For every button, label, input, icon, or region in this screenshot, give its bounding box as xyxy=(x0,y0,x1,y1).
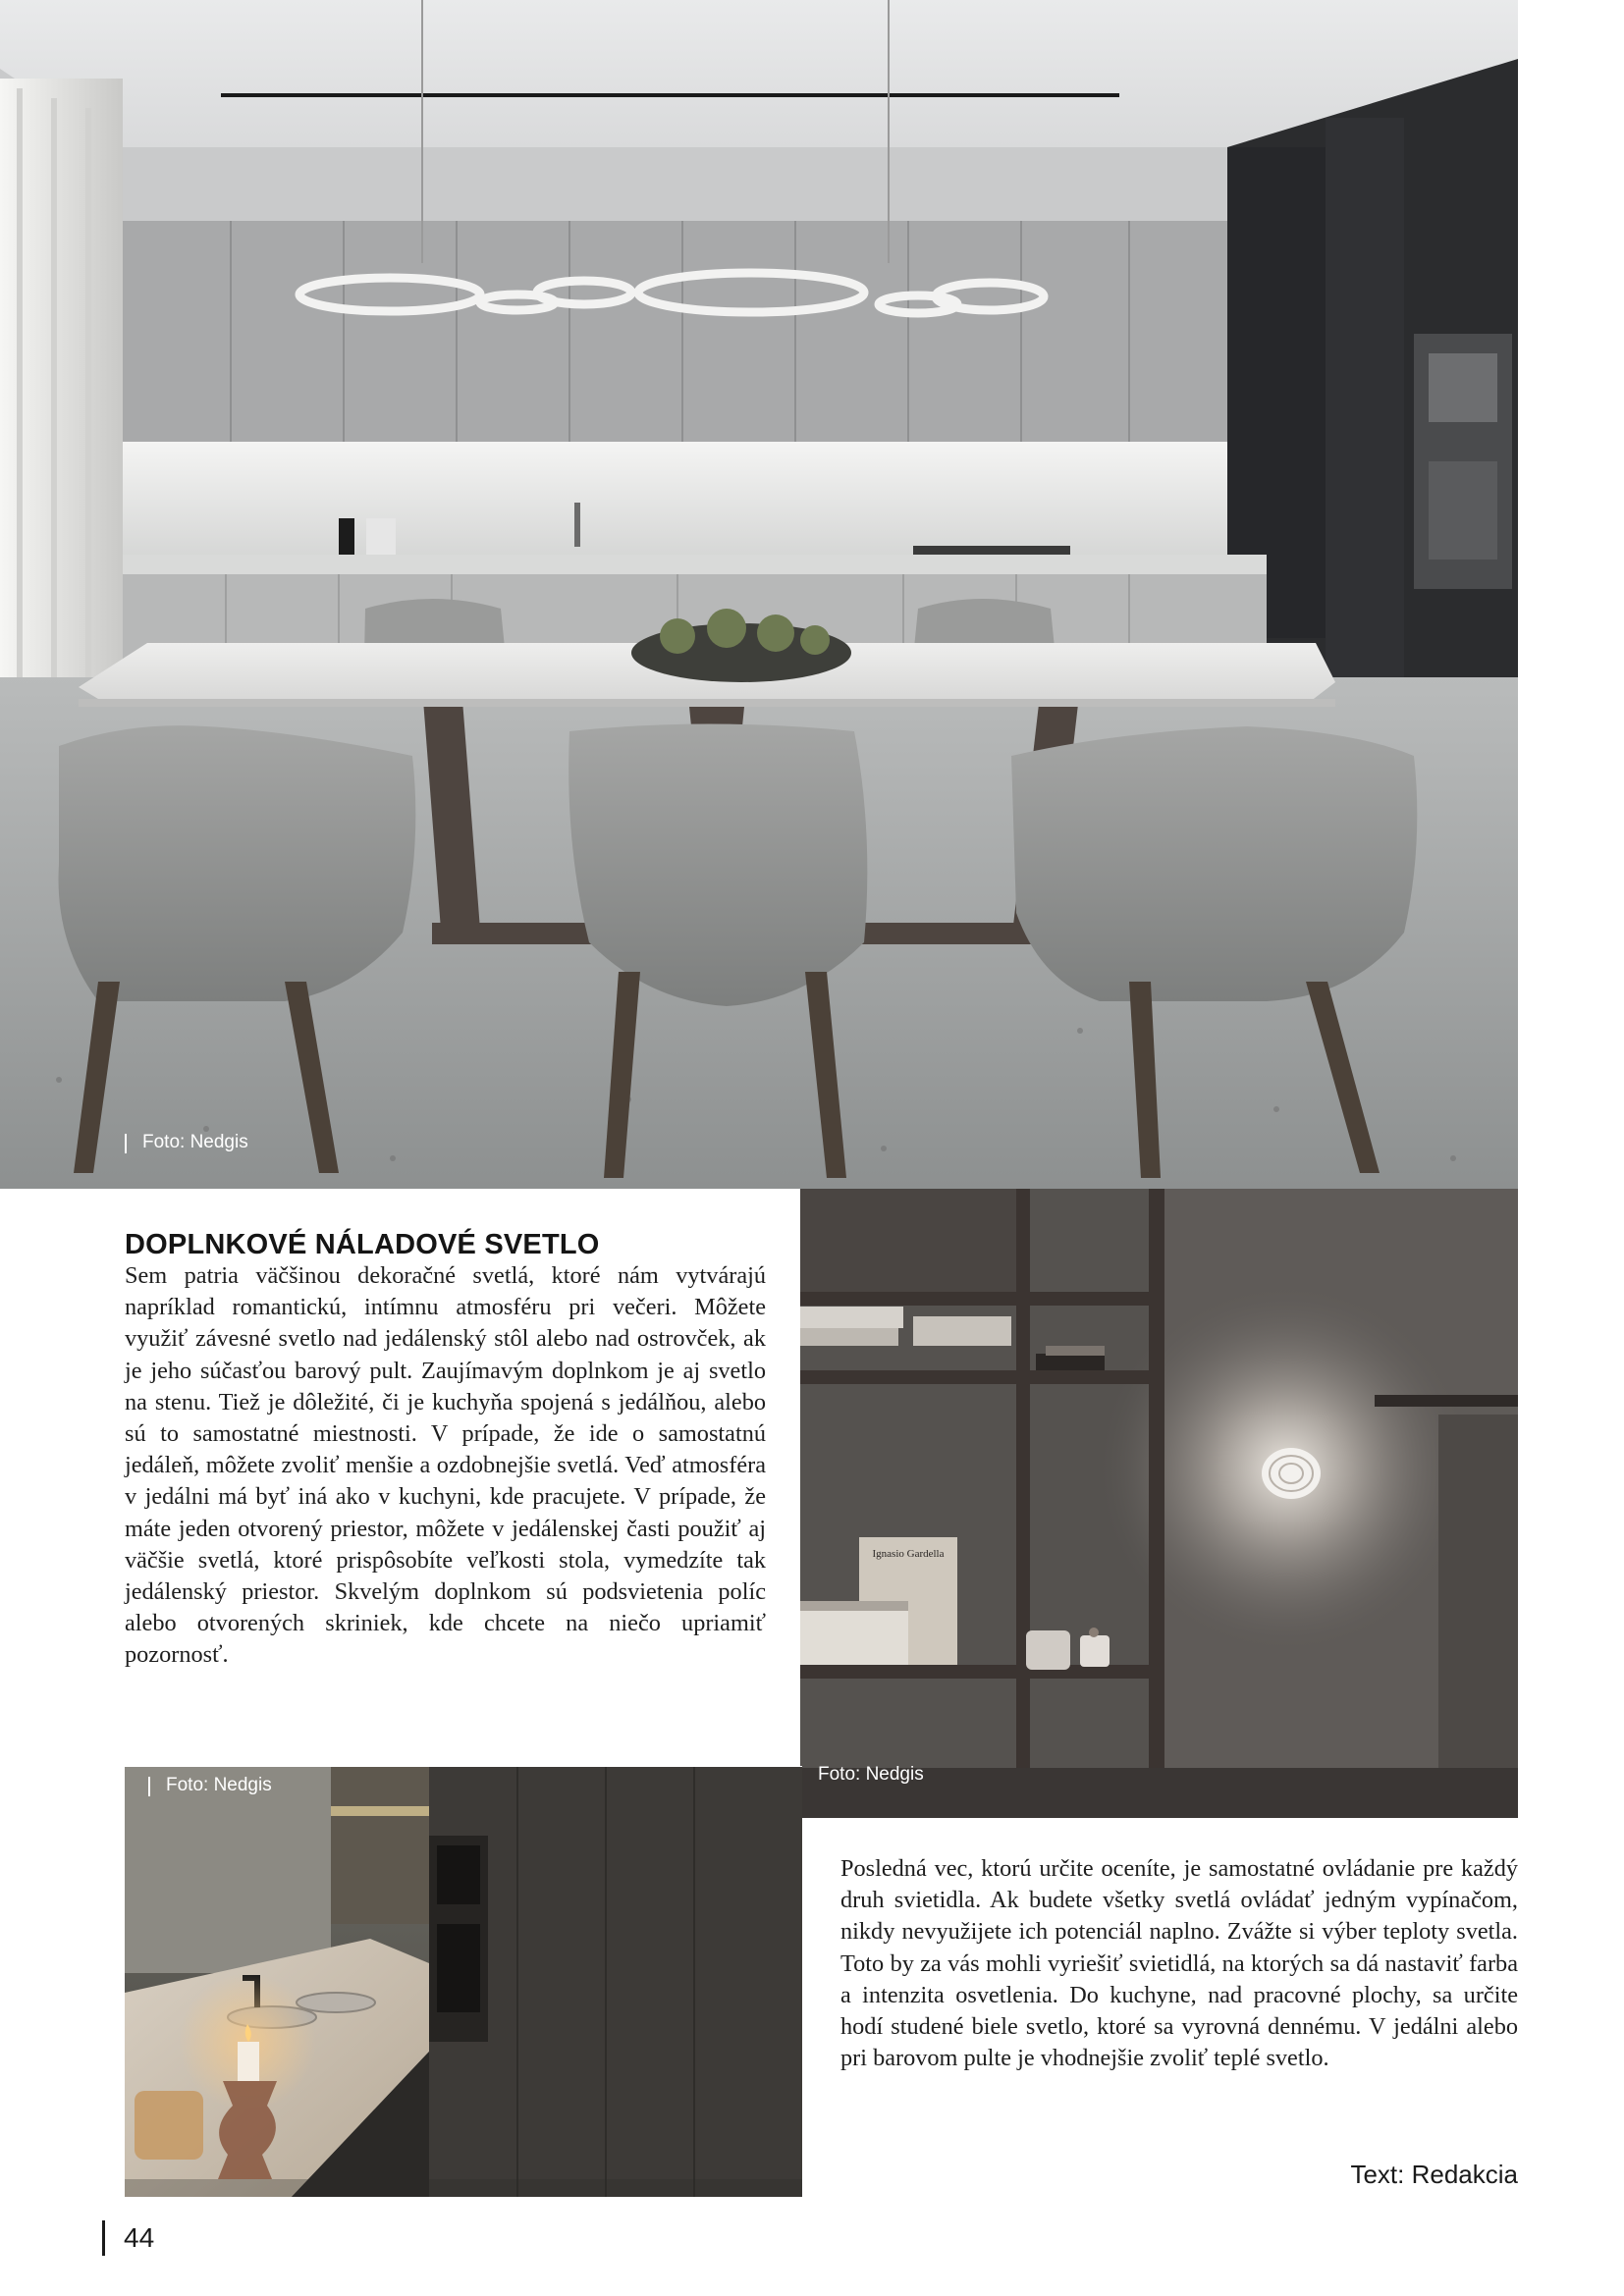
article-paragraph-1: Sem patria väčšinou dekoračné svetlá, ktoré nám vytvárajú napríklad romantickú, intímnu atmosféru pri večeri. Môžete využiť závesné svetlo nad jedálenský stôl alebo nad ostrovček, ak je jeho súčasťou barový pult. Zaujímavým doplnkom je aj svetlo na stenu. Tiež je dôležité, či je kuchyňa spojená s jedálňou, alebo sú to samostatné miestnosti. V prípade, že ide o samostatnú jedáleň, môžete zvoliť menšie a ozdobnejšie svetlá. Veď atmosféra v jedálni má byť iná ako v kuchyni, kde pracujete. V prípade, že máte jeden otvorený priestor, môžete v jedálenskej časti použiť aj väčšie svetlá, ktoré prispôsobíte veľkosti stola, vymedzíte tak jedálenský priestor. Skvelým doplnkom sú podsvietenia políc alebo otvorených skriniek, kde chcete na niečo upriamiť pozornosť. xyxy=(125,1262,766,1669)
photo-credit: Foto: Nedgis xyxy=(800,1764,924,1786)
page-rule xyxy=(102,2220,105,2256)
photo-credit: Foto: Nedgis xyxy=(125,1132,248,1153)
photo-credit: Foto: Nedgis xyxy=(148,1775,272,1796)
shelves-photo xyxy=(800,1189,1518,1818)
book-spine-title: Ignasio Gardella xyxy=(872,1548,945,1560)
article-heading: DOPLNKOVÉ NÁLADOVÉ SVETLO xyxy=(125,1229,600,1260)
article-paragraph-2: Posledná vec, ktorú určite oceníte, je samostatné ovládanie pre každý druh svietidla. Ak budete všetky svetlá ovládať jedným vypínačom, nikdy nevyužijete ich potenciál naplno. Zvážte si výber teploty svetla. Toto by za vás mohli vyriešiť svietidlá, na ktorých sa dá nastaviť farba a intenzita osvetlenia. Do kuchyne, nad pracovné plochy, sa určite hodí studené biele svetlo, ktoré sa vyrovná dennému. V jedálni alebo pri barovom pulte je vhodnejšie zvoliť teplé svetlo. xyxy=(840,1855,1518,2072)
dining-room-illustration xyxy=(0,0,1518,1189)
author-credit: Text: Redakcia xyxy=(1350,2160,1518,2189)
kitchen-illustration xyxy=(125,1767,802,2197)
wall-light-icon xyxy=(1262,1448,1321,1499)
kitchen-photo xyxy=(125,1767,802,2197)
candle-icon xyxy=(238,2042,259,2081)
shelves-illustration xyxy=(800,1189,1518,1818)
page-number: 44 xyxy=(124,2222,155,2253)
dining-room-photo xyxy=(0,0,1518,1189)
